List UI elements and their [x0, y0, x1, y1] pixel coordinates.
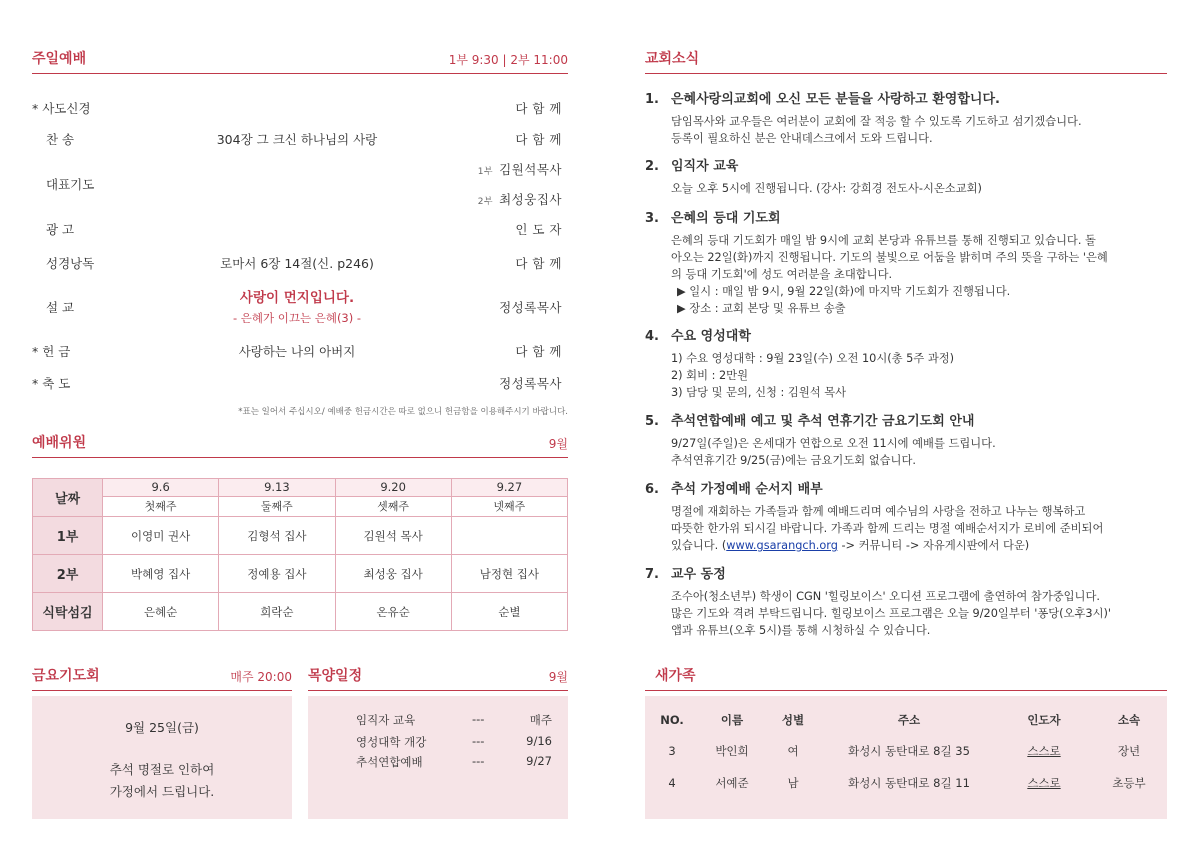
order-label: 찬 송 — [46, 132, 75, 147]
friday-box — [32, 696, 292, 819]
table-cell: 스스로 — [1027, 744, 1061, 758]
pastoral-title: 목양일정 — [308, 668, 363, 684]
news-num: 1. — [645, 92, 659, 107]
friday-line1: 추석 명절로 인하여 — [109, 762, 215, 777]
order-leader: 정성록목사 — [499, 300, 562, 315]
schedule-item — [308, 734, 568, 752]
schedule-name: 추석연합예배 — [356, 755, 423, 769]
order-label: 대표기도 — [46, 177, 95, 192]
friday-line2: 가정에서 드립니다. — [109, 784, 215, 799]
table-row — [645, 735, 1167, 767]
table-cell: 남 — [787, 776, 799, 790]
news-item — [645, 207, 1170, 317]
roster-cell: 최성웅 집사 — [335, 555, 451, 593]
table-header-row — [645, 705, 1167, 735]
order-content: 사랑하는 나의 아버지 — [238, 344, 356, 359]
roster-cell: 은혜순 — [103, 593, 219, 631]
sermon-title: 사랑이 먼지입니다. — [239, 290, 355, 306]
friday-date: 9월 25일(금) — [125, 720, 199, 735]
order-row — [32, 254, 562, 274]
week-cell: 둘째주 — [219, 496, 335, 516]
schedule-when: 매주 — [529, 713, 552, 727]
service-tag: 1부 — [477, 167, 494, 177]
news-item-title: 임직자 교육 — [671, 159, 739, 174]
news-header — [645, 50, 1167, 74]
news-line: 아오는 22일(화)까지 진행됩니다. 기도의 불빛으로 어둠을 밝히며 주의 뜻을 구하는 '은혜 — [671, 251, 1108, 264]
roster-cell: 김형석 집사 — [219, 517, 335, 555]
order-row — [32, 160, 562, 180]
news-num: 5. — [645, 414, 659, 429]
table-cell: 화성시 동탄대로 8길 35 — [848, 744, 970, 758]
order-leader: 김원석목사 — [499, 162, 562, 177]
sermon-title-row — [32, 288, 562, 308]
news-line: 1) 수요 영성대학 : 9월 23일(수) 오전 10시(총 5주 과정) — [671, 352, 955, 365]
news-line: 담임목사와 교우들은 여러분이 교회에 잘 적응 할 수 있도록 기도하고 섬기겠습니다. — [671, 115, 1082, 128]
schedule-dash: --- — [472, 754, 485, 768]
roster-title: 예배위원 — [32, 435, 87, 451]
link-post: -> 커뮤니티 -> 자유게시판에서 다운) — [837, 539, 1030, 552]
order-content: 304장 그 크신 하나님의 사랑 — [216, 132, 378, 147]
newfamily-title: 새가족 — [655, 668, 696, 684]
week-cell: 첫째주 — [103, 496, 219, 516]
news-item-title: 추석 가정예배 순서지 배부 — [671, 482, 823, 497]
order-row — [32, 130, 562, 150]
sermon-subtitle: - 은혜가 이끄는 은혜(3) - — [232, 311, 362, 325]
table-cell: 서예준 — [715, 776, 749, 790]
news-line: 많은 기도와 격려 부탁드립니다. 힐링보이스 프로그램은 오늘 9/20일부터 '퐁당(오후3시)' — [671, 607, 1112, 620]
schedule-item — [308, 754, 568, 772]
worship-times: 1부 9:30 | 2부 11:00 — [448, 53, 568, 67]
column-header: 성별 — [781, 713, 805, 727]
website-link[interactable]: www.gsarangch.org — [726, 539, 838, 552]
roster-cell: 김원석 목사 — [335, 517, 451, 555]
news-line: 추석연휴기간 9/25(금)에는 금요기도회 없습니다. — [671, 454, 916, 467]
news-line: 앱과 유튜브(오후 5시)를 통해 시청하실 수 있습니다. — [671, 624, 931, 637]
row-header: 식탁섬김 — [33, 593, 103, 631]
schedule-dash: --- — [472, 734, 485, 748]
pastoral-header — [308, 667, 568, 691]
roster-cell: 정예용 집사 — [219, 555, 335, 593]
news-item-title: 은혜의 등대 기도회 — [671, 211, 781, 226]
news-num: 6. — [645, 482, 659, 497]
pastoral-month: 9월 — [548, 670, 568, 684]
pastoral-box — [308, 696, 568, 819]
week-cell: 넷째주 — [451, 496, 567, 516]
table-row — [645, 767, 1167, 799]
roster-table — [32, 478, 568, 631]
table-row — [33, 593, 568, 631]
order-label: 설 교 — [46, 300, 75, 315]
friday-header — [32, 667, 292, 691]
news-item — [645, 155, 1170, 197]
worship-header — [32, 50, 568, 74]
order-label: * 축 도 — [32, 376, 71, 391]
order-leader: 다 함 께 — [515, 132, 562, 147]
date-header: 날짜 — [33, 479, 103, 517]
order-leader: 정성록목사 — [499, 376, 562, 391]
order-label: * 사도신경 — [32, 101, 91, 116]
news-num: 3. — [645, 211, 659, 226]
order-label: 광 고 — [46, 222, 75, 237]
news-num: 2. — [645, 159, 659, 174]
roster-month: 9월 — [548, 437, 568, 451]
news-item-title: 추석연합예배 예고 및 추석 연휴기간 금요기도회 안내 — [671, 414, 975, 429]
table-cell: 여 — [787, 744, 799, 758]
news-bullet: ▶ 일시 : 매일 밤 9시, 9월 22일(화)에 마지막 기도회가 진행됩니다. — [677, 285, 1011, 298]
news-line: 의 등대 기도회'에 성도 여러분을 초대합니다. — [671, 268, 893, 281]
order-leader: 최성웅집사 — [499, 192, 562, 207]
worship-title: 주일예배 — [32, 51, 87, 67]
table-cell: 4 — [668, 776, 676, 790]
row-header: 2부 — [33, 555, 103, 593]
roster-cell: 순별 — [451, 593, 567, 631]
roster-cell — [451, 517, 567, 555]
news-line: 9/27일(주일)은 온세대가 연합으로 오전 11시에 예배를 드립니다. — [671, 437, 996, 450]
column-header: 이름 — [720, 713, 744, 727]
order-row — [32, 99, 562, 119]
news-line: 오늘 오후 5시에 진행됩니다. (강사: 강희경 전도사-시온소교회) — [671, 182, 982, 195]
roster-cell: 온유순 — [335, 593, 451, 631]
news-item — [645, 563, 1170, 639]
schedule-when: 9/27 — [526, 754, 552, 768]
order-leader: 다 함 께 — [515, 256, 562, 271]
worship-note: *표는 일어서 주십시오/ 예배중 헌금시간은 따로 없으니 헌금함을 이용해주시기 바랍니다. — [238, 407, 568, 417]
friday-title: 금요기도회 — [32, 668, 100, 684]
table-cell: 스스로 — [1027, 776, 1061, 790]
link-pre: 있습니다. ( — [671, 539, 727, 552]
table-row — [33, 517, 568, 555]
news-line: 등록이 필요하신 분은 안내데스크에서 도와 드립니다. — [671, 132, 933, 145]
news-bullet: ▶ 장소 : 교회 본당 및 유튜브 송출 — [677, 302, 846, 315]
date-cell: 9.27 — [451, 479, 567, 497]
news-line: 따뜻한 한가위 되시길 바랍니다. 가족과 함께 드리는 명절 예배순서지가 로비에 준비되어 — [671, 522, 1104, 535]
table-cell: 초등부 — [1112, 776, 1146, 790]
roster-header — [32, 434, 568, 458]
news-line: 은혜의 등대 기도회가 매일 밤 9시에 교회 본당과 유튜브를 통해 진행되고 있습니다. 돌 — [671, 234, 1096, 247]
friday-time: 매주 20:00 — [230, 670, 292, 684]
table-cell: 장년 — [1117, 744, 1141, 758]
news-item — [645, 88, 1170, 147]
schedule-when: 9/16 — [526, 734, 552, 748]
roster-cell: 이영미 권사 — [103, 517, 219, 555]
order-row — [32, 342, 562, 362]
order-label: 성경낭독 — [46, 256, 95, 271]
news-num: 7. — [645, 567, 659, 582]
news-item — [645, 325, 1170, 401]
news-line: 명절에 재회하는 가족들과 함께 예배드리며 예수님의 사랑을 전하고 나누는 행복하고 — [671, 505, 1086, 518]
date-cell: 9.20 — [335, 479, 451, 497]
table-cell: 박인희 — [715, 744, 749, 758]
date-cell: 9.13 — [219, 479, 335, 497]
news-title: 교회소식 — [645, 51, 700, 67]
table-cell: 3 — [668, 744, 676, 758]
order-content: 로마서 6장 14절(신. p246) — [220, 256, 374, 271]
table-row — [33, 555, 568, 593]
order-row — [32, 190, 562, 210]
roster-cell: 남정현 집사 — [451, 555, 567, 593]
news-line: 3) 담당 및 문의, 신청 : 김원석 목사 — [671, 386, 847, 399]
sermon-sub-row — [32, 308, 562, 328]
week-cell: 셋째주 — [335, 496, 451, 516]
date-cell: 9.6 — [103, 479, 219, 497]
column-header: 주소 — [897, 713, 921, 727]
news-num: 4. — [645, 329, 659, 344]
news-item — [645, 478, 1170, 554]
column-header: 소속 — [1117, 713, 1141, 727]
order-leader: 인 도 자 — [515, 222, 562, 237]
order-leader: 다 함 께 — [515, 101, 562, 116]
order-leader: 다 함 께 — [515, 344, 562, 359]
roster-cell: 희락순 — [219, 593, 335, 631]
news-item-title: 수요 영성대학 — [671, 329, 751, 344]
news-item — [645, 410, 1170, 469]
news-line: 조수아(청소년부) 학생이 CGN '힐링보이스' 오디션 프로그램에 출연하여 참가중입니다. — [671, 590, 1100, 603]
column-header: NO. — [660, 713, 684, 727]
roster-cell: 박혜영 집사 — [103, 555, 219, 593]
service-tag: 2부 — [477, 197, 494, 207]
column-header: 인도자 — [1027, 713, 1061, 727]
news-line: 2) 회비 : 2만원 — [671, 369, 749, 382]
schedule-name: 임직자 교육 — [356, 713, 416, 727]
row-header: 1부 — [33, 517, 103, 555]
newfamily-header — [645, 667, 1167, 691]
schedule-dash: --- — [472, 712, 485, 726]
news-item-title: 교우 동정 — [671, 567, 726, 582]
table-cell: 화성시 동탄대로 8길 11 — [848, 776, 970, 790]
order-row — [32, 374, 562, 394]
schedule-name: 영성대학 개강 — [356, 735, 427, 749]
newfamily-table — [645, 705, 1167, 799]
schedule-item — [308, 712, 568, 730]
order-row — [32, 220, 562, 240]
order-label: * 헌 금 — [32, 344, 71, 359]
news-item-title: 은혜사랑의교회에 오신 모든 분들을 사랑하고 환영합니다. — [671, 92, 1000, 107]
